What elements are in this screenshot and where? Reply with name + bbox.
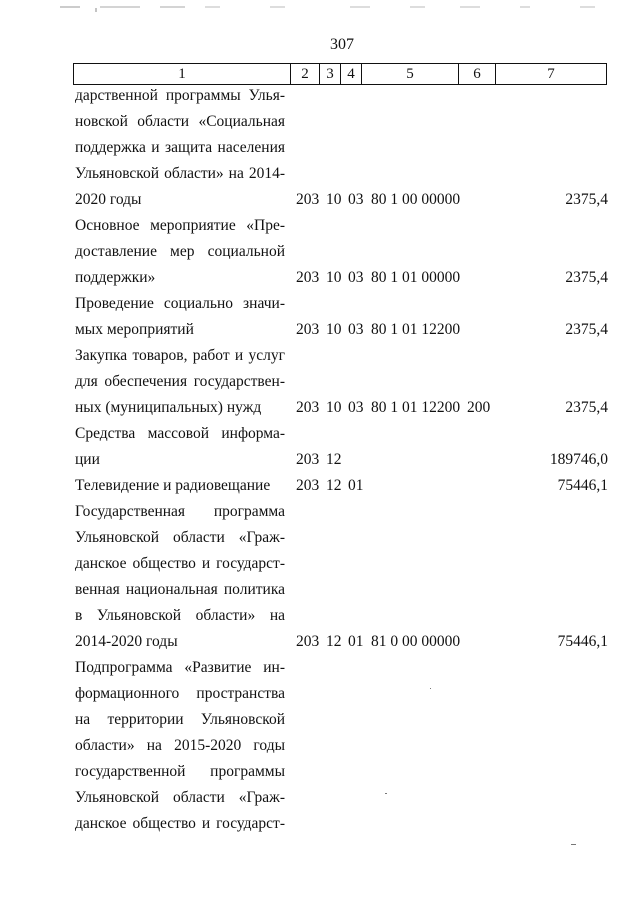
row-description: 2014-2020 годы: [75, 633, 178, 650]
table-row: [0, 525, 640, 551]
table-row: [0, 239, 640, 265]
cell-col5: 80 1 01 12200: [371, 321, 461, 338]
cell-col4: 03: [348, 321, 364, 338]
row-description: Средства массовой информа-: [75, 425, 285, 442]
table-row: [0, 473, 640, 499]
cell-col3: 10: [326, 321, 342, 338]
cell-col3: 10: [326, 399, 342, 416]
cell-col2: 203: [296, 399, 320, 416]
cell-col3: 12: [326, 633, 342, 650]
scan-speck: [385, 793, 387, 794]
row-description: в Ульяновской области» на: [75, 607, 285, 624]
column-header-1: 1: [74, 64, 291, 85]
column-header-4: 4: [341, 64, 362, 85]
row-description: новской области «Социальная: [75, 113, 285, 130]
column-header-6: 6: [459, 64, 496, 85]
table-row: [0, 811, 640, 837]
table-row: [0, 785, 640, 811]
cell-col2: 203: [296, 321, 320, 338]
table-row: [0, 707, 640, 733]
table-row: [0, 369, 640, 395]
row-description: Подпрограмма «Развитие ин-: [75, 659, 285, 676]
row-description: ции: [75, 451, 100, 468]
row-description: для обеспечения государствен-: [75, 373, 285, 390]
cell-col6: 200: [467, 399, 491, 416]
table-row: [0, 187, 640, 213]
table-row: [0, 135, 640, 161]
cell-col2: 203: [296, 191, 320, 208]
cell-col2: 203: [296, 451, 320, 468]
table-row: [0, 291, 640, 317]
table-row: [0, 161, 640, 187]
table-row: [0, 213, 640, 239]
cell-col5: 80 1 00 00000: [371, 191, 461, 208]
cell-col7: 189746,0: [549, 451, 608, 468]
row-description: ных (муниципальных) нужд: [75, 399, 262, 416]
table-row: [0, 317, 640, 343]
table-row: [0, 83, 640, 109]
column-header-3: 3: [320, 64, 341, 85]
table-row: [0, 603, 640, 629]
cell-col5: 80 1 01 00000: [371, 269, 461, 286]
row-description: Закупка товаров, работ и услуг: [75, 347, 285, 364]
row-description: Основное мероприятие «Пре-: [75, 217, 285, 234]
page-number: 307: [330, 36, 354, 53]
table-row: [0, 109, 640, 135]
table-row: [0, 759, 640, 785]
cell-col3: 10: [326, 191, 342, 208]
row-description: Ульяновской области «Граж-: [75, 529, 285, 546]
row-description: данское общество и государст-: [75, 555, 285, 572]
cell-col2: 203: [296, 269, 320, 286]
table-row: [0, 343, 640, 369]
row-description: 2020 годы: [75, 191, 142, 208]
column-header-7: 7: [496, 64, 607, 85]
row-description: на территории Ульяновской: [75, 711, 285, 728]
column-header-row: [74, 64, 607, 85]
cell-col3: 12: [326, 477, 342, 494]
cell-col4: 03: [348, 399, 364, 416]
column-header-5: 5: [362, 64, 459, 85]
scan-noise: [60, 4, 600, 12]
row-description: дарственной программы Улья-: [75, 87, 285, 104]
row-description: мых мероприятий: [75, 321, 194, 338]
cell-col7: 2375,4: [565, 269, 608, 286]
cell-col4: 01: [348, 633, 364, 650]
row-description: венная национальная политика: [75, 581, 285, 598]
table-row: [0, 733, 640, 759]
row-description: Телевидение и радиовещание: [75, 477, 271, 494]
table-row: [0, 655, 640, 681]
cell-col7: 75446,1: [557, 633, 608, 650]
table-row: [0, 395, 640, 421]
cell-col5: 81 0 00 00000: [371, 633, 461, 650]
row-description: поддержка и защита населения: [75, 139, 285, 156]
table-row: [0, 265, 640, 291]
scan-speck: [571, 844, 576, 845]
cell-col5: 80 1 01 12200: [371, 399, 461, 416]
row-description: государственной программы: [75, 763, 285, 780]
column-header-2: 2: [291, 64, 320, 85]
cell-col4: 03: [348, 191, 364, 208]
row-description: Проведение социально значи-: [75, 295, 285, 312]
row-description: Государственная программа: [75, 503, 285, 520]
cell-col4: 01: [348, 477, 364, 494]
table-row: [0, 681, 640, 707]
row-description: Ульяновской области» на 2014-: [75, 165, 285, 182]
table-row: [0, 577, 640, 603]
row-description: поддержки»: [75, 269, 156, 286]
row-description: Ульяновской области «Граж-: [75, 789, 285, 806]
cell-col7: 2375,4: [565, 399, 608, 416]
cell-col3: 12: [326, 451, 342, 468]
cell-col4: 03: [348, 269, 364, 286]
table-row: [0, 447, 640, 473]
table-row: [0, 499, 640, 525]
cell-col2: 203: [296, 633, 320, 650]
column-header-table: [73, 63, 607, 85]
table-row: [0, 629, 640, 655]
row-description: данское общество и государст-: [75, 815, 285, 832]
table-row: [0, 421, 640, 447]
cell-col3: 10: [326, 269, 342, 286]
cell-col7: 2375,4: [565, 321, 608, 338]
row-description: области» на 2015-2020 годы: [75, 737, 285, 754]
table-row: [0, 551, 640, 577]
row-description: формационного пространства: [75, 685, 285, 702]
row-description: доставление мер социальной: [75, 243, 285, 260]
scan-speck: [430, 688, 431, 689]
cell-col2: 203: [296, 477, 320, 494]
cell-col7: 75446,1: [557, 477, 608, 494]
cell-col7: 2375,4: [565, 191, 608, 208]
